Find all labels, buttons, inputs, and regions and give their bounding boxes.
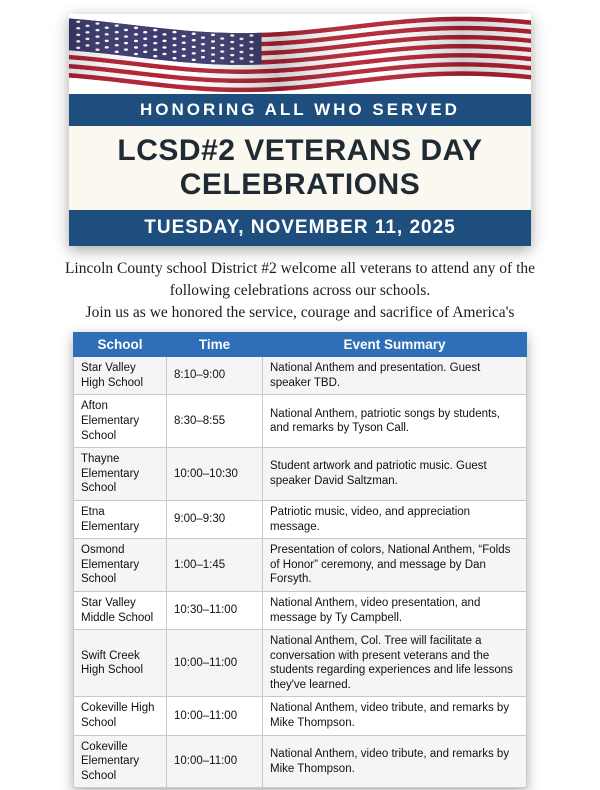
table-row	[74, 630, 527, 697]
summary-cell: National Anthem, video tribute, and remarks by Mike Thompson.	[263, 697, 527, 735]
flyer-date-band	[69, 210, 531, 246]
school-cell: Cokeville Elementary School	[74, 735, 167, 788]
school-cell: Cokeville High School	[74, 697, 167, 735]
school-cell: Star Valley High School	[74, 357, 167, 395]
column-header: School	[74, 333, 167, 357]
summary-cell: National Anthem, video presentation, and message by Ty Campbell.	[263, 591, 527, 629]
table-row	[74, 539, 527, 592]
table-row	[74, 448, 527, 501]
page	[0, 14, 600, 788]
table-row	[74, 735, 527, 788]
flyer-title-block	[69, 126, 531, 210]
flyer-banner	[69, 94, 531, 126]
schedule-table	[73, 332, 527, 788]
summary-cell: National Anthem, video tribute, and remarks by Mike Thompson.	[263, 735, 527, 788]
table-row	[74, 395, 527, 448]
time-cell: 1:00–1:45	[167, 539, 263, 592]
school-cell: Swift Creek High School	[74, 630, 167, 697]
intro-paragraph-2: Join us as we honored the service, courage and sacrifice of America's	[85, 304, 515, 322]
flyer-title-line1: LCSD#2 VETERANS DAY	[117, 134, 483, 167]
schedule-table-header	[74, 333, 527, 357]
flyer-date: TUESDAY, NOVEMBER 11, 2025	[144, 217, 456, 239]
school-cell: Thayne Elementary School	[74, 448, 167, 501]
summary-cell: National Anthem, patriotic songs by students, and remarks by Tyson Call.	[263, 395, 527, 448]
us-flag-icon	[69, 14, 531, 94]
table-row	[74, 357, 527, 395]
schedule-table-body	[74, 357, 527, 788]
veterans-day-flyer	[69, 14, 531, 246]
time-cell: 10:00–11:00	[167, 697, 263, 735]
summary-cell: Patriotic music, video, and appreciation message.	[263, 500, 527, 538]
summary-cell: Presentation of colors, National Anthem, “Folds of Honor” ceremony, and message by Dan Forsyth.	[263, 539, 527, 592]
summary-cell: National Anthem, Col. Tree will facilitate a conversation with present veterans and the students regarding experiences and life lessons they've learned.	[263, 630, 527, 697]
time-cell: 10:00–11:00	[167, 630, 263, 697]
us-flag-image	[69, 14, 531, 94]
column-header: Time	[167, 333, 263, 357]
time-cell: 8:10–9:00	[167, 357, 263, 395]
time-cell: 10:30–11:00	[167, 591, 263, 629]
flyer-title-line2: CELEBRATIONS	[179, 167, 421, 201]
school-cell: Afton Elementary School	[74, 395, 167, 448]
table-row	[74, 500, 527, 538]
time-cell: 9:00–9:30	[167, 500, 263, 538]
time-cell: 10:00–11:00	[167, 735, 263, 788]
intro-paragraph-1: Lincoln County school District #2 welcome all veterans to attend any of the following celebrations across our schools.	[64, 260, 536, 300]
school-cell: Osmond Elementary School	[74, 539, 167, 592]
time-cell: 8:30–8:55	[167, 395, 263, 448]
summary-cell: National Anthem and presentation. Guest speaker TBD.	[263, 357, 527, 395]
school-cell: Star Valley Middle School	[74, 591, 167, 629]
banner-text: HONORING ALL WHO SERVED	[140, 100, 460, 119]
table-row	[74, 697, 527, 735]
column-header: Event Summary	[263, 333, 527, 357]
table-row	[74, 591, 527, 629]
time-cell: 10:00–10:30	[167, 448, 263, 501]
schedule-table-card	[73, 332, 527, 788]
intro-text	[48, 258, 552, 324]
summary-cell: Student artwork and patriotic music. Guest speaker David Saltzman.	[263, 448, 527, 501]
school-cell: Etna Elementary	[74, 500, 167, 538]
header-row	[74, 333, 527, 357]
